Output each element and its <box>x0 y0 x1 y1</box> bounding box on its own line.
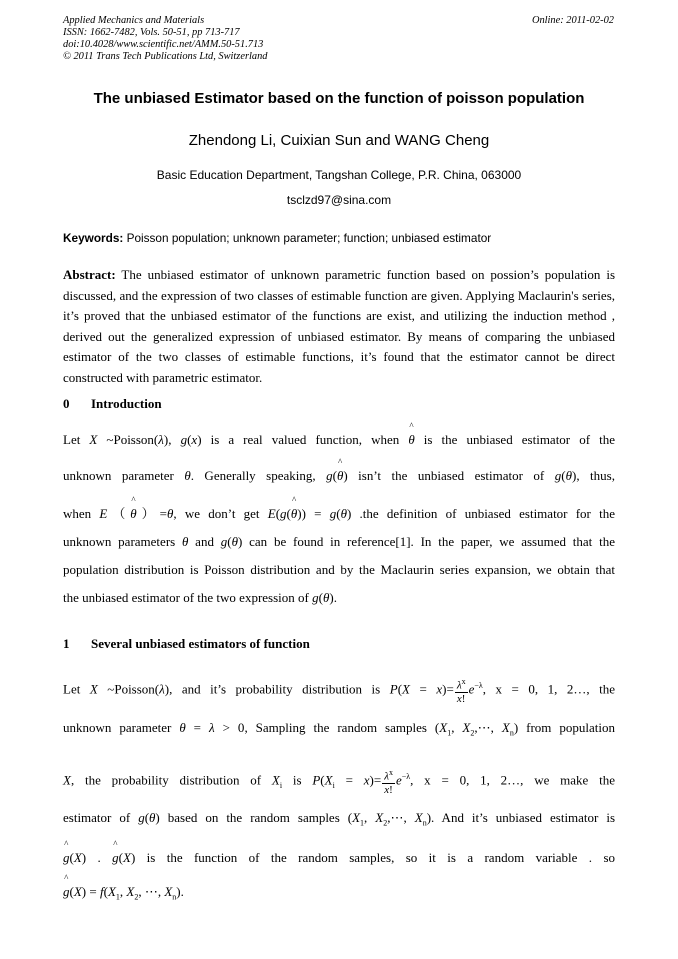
intro-line-5: population distribution is Poisson distribution and by the Maclaurin series expansion, we obtain that <box>63 562 615 577</box>
email: tsclzd97@sina.com <box>286 193 392 207</box>
abstract-text: The unbiased estimator of unknown parametric function based on possion’s population is discussed, and the expression of two classes of estimable function are given. Applying Maclaurin's series, it’s proved that the unbiased estimator of the functions are exist, and utilizing the induction method , derived out the generalized expression of unbiased estimator. By means of comparing the unbiased estimator of the two classes of estimable functions, it’s found that the estimator cannot be direct constructed with parametric estimator. <box>63 267 615 385</box>
paper-title: The unbiased Estimator based on the function of poisson population <box>93 90 585 107</box>
intro-line-6: the unbiased estimator of the two expression of g(θ). <box>63 590 337 605</box>
abstract-label: Abstract: <box>63 267 116 282</box>
intro-line-2: unknown parameter θ. Generally speaking, g(^ θ) isn’t the unbiased estimator of g(θ), thus, <box>63 468 615 484</box>
keywords-text: Poisson population; unknown parameter; function; unbiased estimator <box>123 231 492 245</box>
section-number: 0 <box>63 396 70 411</box>
sec1-line-6: ^ $g(X) = f(X_1$, $X_2$, ⋯, $X_n$). <box>63 884 615 902</box>
sec1-line-3: X, the probability distribution of $X_i$ is $P(X_i = x)=$ $\frac{\lambda^x}{x!}$ $e^{-\lambda}$, x = 0, 1, 2…, we make the <box>63 768 615 796</box>
doi: doi:10.4028/www.scientific.net/AMM.50-51.713 <box>63 39 264 50</box>
sec1-line-4: estimator of g(θ) based on the random samples ($X_1$, $X_2,\cdots$, $X_n$). And it’s unbiased estimator is <box>63 810 616 828</box>
keywords-label: Keywords: <box>63 231 124 245</box>
intro-line-1: Let X ~Poisson(λ), g(x) is a real valued function, when ^ θ is the unbiased estimator of the <box>63 432 615 448</box>
intro-line-3: when E（^ θ）=θ, we don’t get E(g(^ θ)) = g(θ) .the definition of unbiased estimator for the <box>63 503 615 522</box>
online-date: Online: 2011-02-02 <box>531 15 614 26</box>
affiliation: Basic Education Department, Tangshan College, P.R. China, 063000 <box>156 168 522 182</box>
authors: Zhendong Li, Cuixian Sun and WANG Cheng <box>188 132 490 149</box>
keywords <box>63 231 615 245</box>
section-number: 1 <box>63 636 70 651</box>
issn: ISSN: 1662-7482, Vols. 50-51, pp 713-717 <box>63 27 240 38</box>
abstract <box>63 265 615 388</box>
sec1-line-2: unknown parameter θ = λ > 0, Sampling the random samples ($X_1$, $X_2,\cdots$, $X_n$) from population <box>63 720 615 738</box>
section-title: Several unbiased estimators of function <box>91 636 310 651</box>
section-title: Introduction <box>91 396 162 411</box>
intro-line-4: unknown parameters θ and g(θ) can be found in reference[1]. In the paper, we assumed that the <box>63 534 615 549</box>
journal-name: Applied Mechanics and Materials <box>63 15 205 26</box>
copyright: © 2011 Trans Tech Publications Ltd, Switzerland <box>63 51 268 62</box>
sec1-line-5: ^ g(X) . ^ g(X) is the function of the random samples, so it is a random variable . so <box>63 850 615 866</box>
section-heading-1 <box>63 636 310 652</box>
sec1-line-1: Let X ~Poisson(λ), and it’s probability distribution is P(X = x)= $\frac{\lambda^x}{x!}$ $e^{-\lambda}$, x = 0, 1, 2…, the <box>63 677 616 705</box>
section-heading-intro <box>63 396 162 412</box>
journal-header <box>63 15 267 63</box>
